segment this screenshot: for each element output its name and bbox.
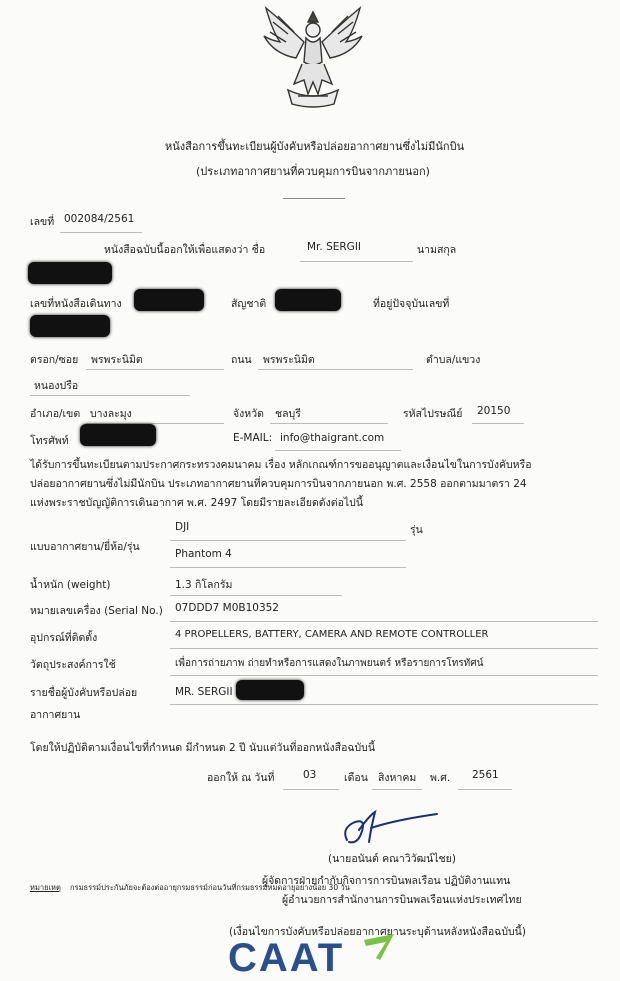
year-underline bbox=[458, 789, 512, 790]
caat-logo-mark-icon bbox=[360, 930, 400, 960]
signer-title-line-1: ผู้จัดการฝ่ายกำกับกิจการการบินพลเรือน ปฏิบัติงานแทน bbox=[262, 875, 511, 887]
model-value: Phantom 4 bbox=[175, 548, 232, 560]
certify-text: หนังสือฉบับนี้ออกให้เพื่อแสดงว่า ชื่อ bbox=[104, 244, 266, 256]
brand-label: แบบอากาศยาน/ยี่ห้อ/รุ่น bbox=[30, 541, 140, 553]
operator-label-line-1: รายชื่อผู้บังคับหรือปล่อย bbox=[30, 687, 138, 699]
operator-label-line-2: อากาศยาน bbox=[30, 709, 81, 721]
serial-value: 07DDD7 M0B10352 bbox=[175, 602, 279, 614]
conditions-text: (เงื่อนไขการบังคับหรือปล่อยอากาศยานระบุด้านหลังหนังสือฉบับนี้) bbox=[229, 926, 526, 938]
paragraph-line-3: แห่งพระราชบัญญัติการเดินอากาศ พ.ศ. 2497 โดยมีรายละเอียดดังต่อไปนี้ bbox=[30, 497, 364, 509]
brand-value: DJI bbox=[175, 521, 190, 533]
signature-icon bbox=[335, 808, 445, 848]
province-label: จังหวัด bbox=[233, 408, 264, 420]
surname-redaction bbox=[28, 262, 112, 284]
passport-redaction bbox=[134, 289, 204, 311]
soi-value: พรพระนิมิต bbox=[91, 354, 143, 366]
paragraph-line-1: ได้รับการขึ้นทะเบียนตามประกาศกระทรวงคมนาคม เรื่อง หลักเกณฑ์การขออนุญาตและเงื่อนไขในการบังคับหรือ bbox=[30, 459, 532, 471]
note-text: กรมธรรม์ประกันภัยจะต้องต่ออายุกรมธรรม์ก่อนวันที่กรมธรรม์หมดอายุอย่างน้อย 30 วัน bbox=[70, 883, 350, 892]
equipment-value: 4 PROPELLERS, BATTERY, CAMERA AND REMOTE CONTROLLER bbox=[175, 629, 489, 640]
nationality-label: สัญชาติ bbox=[231, 298, 267, 310]
issued-month: สิงหาคม bbox=[378, 772, 417, 784]
serial-underline bbox=[170, 621, 598, 622]
email-label: E-MAIL: bbox=[233, 432, 273, 444]
caat-logo: CAAT bbox=[228, 936, 345, 980]
address-redaction bbox=[30, 315, 110, 337]
name-value: Mr. SERGII bbox=[307, 241, 362, 253]
equipment-label: อุปกรณ์ที่ติดตั้ง bbox=[30, 632, 98, 644]
model-underline bbox=[170, 567, 406, 568]
surname-label: นามสกุล bbox=[417, 244, 457, 256]
operator-value: MR. SERGII bbox=[175, 686, 233, 698]
year-label: พ.ศ. bbox=[430, 772, 451, 784]
validity-text: โดยให้ปฏิบัติตามเงื่อนไขที่กำหนด มีกำหนด 2 ปี นับแต่วันที่ออกหนังสือฉบับนี้ bbox=[30, 742, 376, 754]
paragraph-line-2: ปล่อยอากาศยานซึ่งไม่มีนักบิน ประเภทอากาศยานที่ควบคุมการบินจากภายนอก พ.ศ. 2558 ออกตามมาตรา 24 bbox=[30, 478, 527, 490]
postcode-label: รหัสไปรษณีย์ bbox=[403, 408, 463, 420]
signer-name: (นายอนันต์ คณาวิวัฒน์ไชย) bbox=[328, 853, 456, 865]
garuda-emblem-icon bbox=[258, 2, 368, 112]
passport-label: เลขที่หนังสือเดินทาง bbox=[30, 298, 122, 310]
road-value: พรพระนิมิต bbox=[263, 354, 315, 366]
province-value: ชลบุรี bbox=[275, 408, 301, 420]
subdistrict-label: ตำบล/แขวง bbox=[426, 354, 481, 366]
number-value: 002084/2561 bbox=[64, 213, 135, 225]
operator-underline bbox=[170, 704, 598, 705]
purpose-value: เพื่อการถ่ายภาพ ถ่ายทำหรือการแสดงในภาพยนตร์ หรือรายการโทรทัศน์ bbox=[175, 658, 484, 669]
road-label: ถนน bbox=[231, 354, 252, 366]
model-label: รุ่น bbox=[410, 524, 423, 536]
weight-underline bbox=[170, 595, 342, 596]
subdistrict-value: หนองปรือ bbox=[34, 380, 79, 392]
phone-label: โทรศัพท์ bbox=[30, 435, 69, 447]
day-underline bbox=[283, 789, 339, 790]
issued-day: 03 bbox=[303, 769, 317, 781]
district-value: บางละมุง bbox=[90, 408, 132, 420]
district-label: อำเภอ/เขต bbox=[30, 408, 81, 420]
issued-year: 2561 bbox=[472, 769, 499, 781]
document-subtitle: (ประเภทอากาศยานที่ควบคุมการบินจากภายนอก) bbox=[196, 165, 430, 178]
province-underline bbox=[270, 423, 388, 424]
weight-value: 1.3 กิโลกรัม bbox=[175, 579, 233, 591]
postcode-underline bbox=[472, 423, 524, 424]
title-divider bbox=[283, 198, 345, 199]
phone-redaction bbox=[80, 424, 156, 446]
postcode-value: 20150 bbox=[477, 405, 511, 417]
month-label: เดือน bbox=[344, 772, 368, 784]
purpose-label: วัตถุประสงค์การใช้ bbox=[30, 659, 116, 671]
email-underline bbox=[275, 450, 401, 451]
address-label: ที่อยู่ปัจจุบันเลขที่ bbox=[373, 298, 450, 310]
equipment-underline bbox=[170, 648, 598, 649]
number-label: เลขที่ bbox=[30, 216, 55, 228]
purpose-underline bbox=[170, 675, 598, 676]
month-underline bbox=[372, 789, 422, 790]
serial-label: หมายเลขเครื่อง (Serial No.) bbox=[30, 605, 163, 617]
soi-underline bbox=[86, 369, 224, 370]
signer-title-line-2: ผู้อำนวยการสำนักงานการบินพลเรือนแห่งประเทศไทย bbox=[282, 894, 522, 906]
issued-label: ออกให้ ณ วันที่ bbox=[207, 772, 275, 784]
document-title: หนังสือการขึ้นทะเบียนผู้บังคับหรือปล่อยอากาศยานซึ่งไม่มีนักบิน bbox=[165, 140, 465, 153]
name-underline bbox=[300, 261, 413, 262]
road-underline bbox=[258, 369, 413, 370]
subdistrict-underline bbox=[30, 395, 190, 396]
note-label: หมายเหตุ bbox=[30, 883, 61, 892]
operator-redaction bbox=[236, 680, 304, 700]
number-underline bbox=[60, 232, 142, 233]
nationality-redaction bbox=[275, 289, 341, 311]
brand-underline bbox=[170, 540, 406, 541]
soi-label: ตรอก/ซอย bbox=[30, 354, 79, 366]
email-value: info@thaigrant.com bbox=[280, 432, 385, 444]
weight-label: น้ำหนัก (weight) bbox=[30, 579, 111, 591]
